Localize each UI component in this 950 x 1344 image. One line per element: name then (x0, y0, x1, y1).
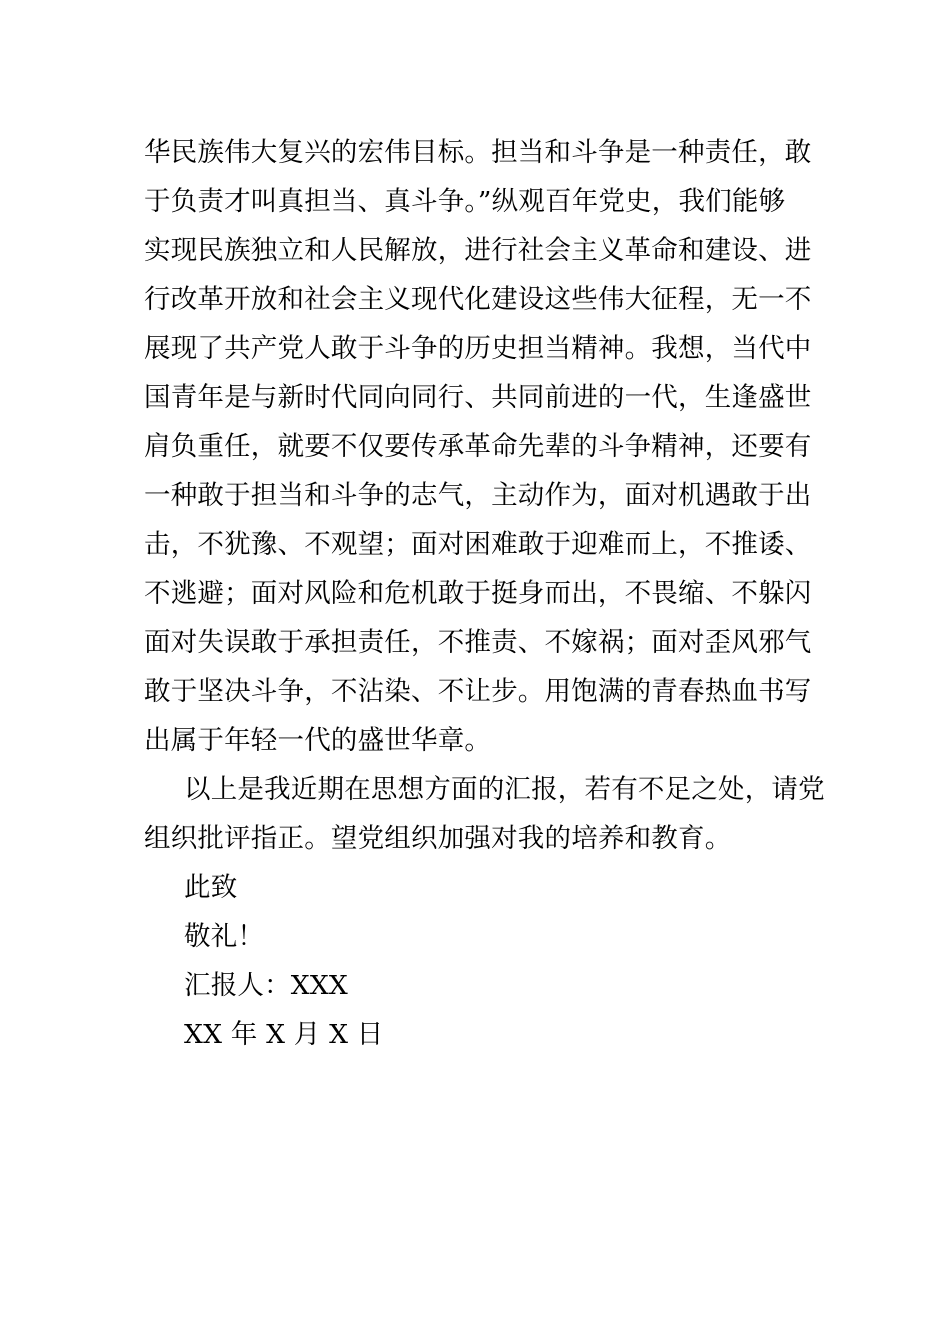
text-line: 一种敢于担当和斗争的志气，主动作为，面对机遇敢于出 (144, 480, 812, 511)
document-body (144, 128, 825, 1059)
text-line: 实现民族独立和人民解放，进行社会主义革命和建设、进 (144, 235, 812, 266)
report-date: XX 年 X 月 X 日 (184, 1019, 384, 1050)
reporter-signature: 汇报人：XXX (184, 970, 348, 1001)
text-line: 国青年是与新时代同向同行、共同前进的一代，生逢盛世 (144, 382, 812, 413)
text-line: 华民族伟大复兴的宏伟目标。担当和斗争是一种责任，敢 (144, 137, 812, 168)
text-line: 于负责才叫真担当、真斗争。”纵观百年党史，我们能够 (144, 186, 786, 217)
text-line: 以上是我近期在思想方面的汇报，若有不足之处，请党 (184, 774, 825, 805)
text-line: 出属于年轻一代的盛世华章。 (144, 725, 492, 756)
salutation: 敬礼！ (184, 921, 265, 952)
text-line: 面对失误敢于承担责任，不推责、不嫁祸；面对歪风邪气 (144, 627, 812, 658)
text-line: 不逃避；面对风险和危机敢于挺身而出，不畏缩、不躲闪 (144, 578, 812, 609)
closing-phrase: 此致 (184, 872, 238, 903)
text-line: 组织批评指正。望党组织加强对我的培养和教育。 (144, 823, 732, 854)
text-line: 行改革开放和社会主义现代化建设这些伟大征程，无一不 (144, 284, 812, 315)
paragraph-continued (144, 128, 814, 765)
text-line: 击，不犹豫、不观望；面对困难敢于迎难而上，不推诿、 (144, 529, 812, 560)
paragraph-report-summary (144, 765, 825, 863)
text-line: 展现了共产党人敢于斗争的历史担当精神。我想，当代中 (144, 333, 812, 364)
text-line: 敢于坚决斗争，不沾染、不让步。用饱满的青春热血书写 (144, 676, 812, 707)
text-line: 肩负重任，就要不仅要传承革命先辈的斗争精神，还要有 (144, 431, 812, 462)
